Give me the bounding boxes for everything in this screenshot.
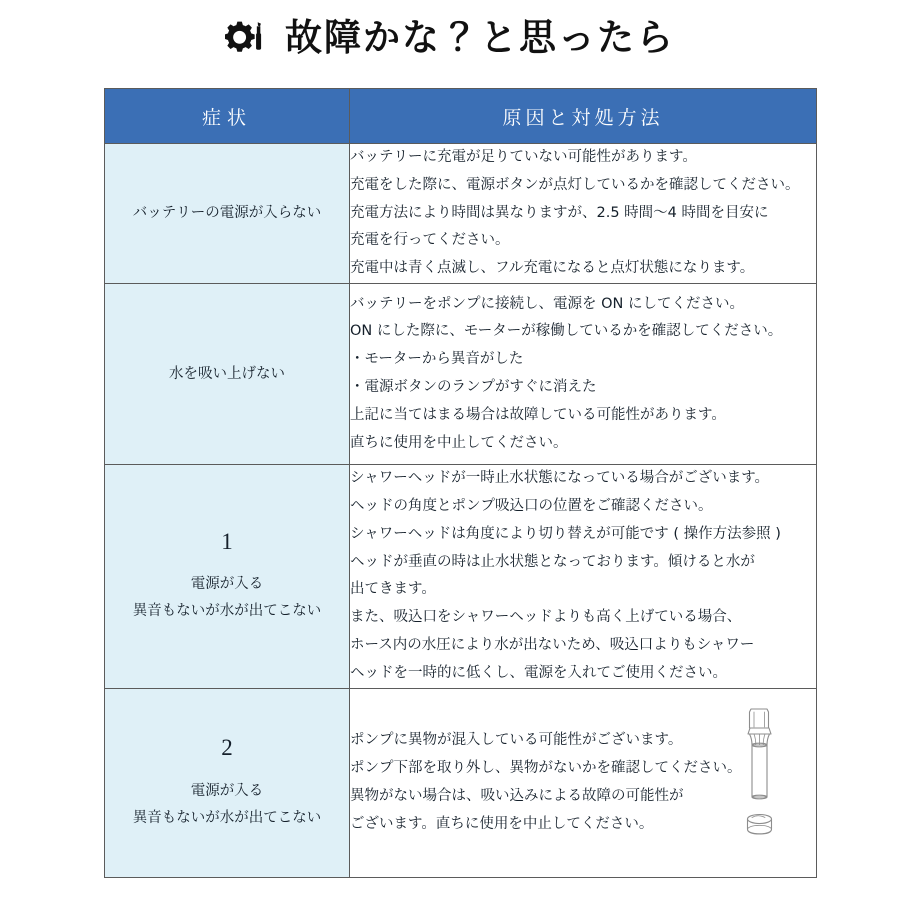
cause-text-line: バッテリーをポンプに接続し、電源を ON にしてください。	[350, 295, 744, 312]
cause-text-line: バッテリーに充電が足りていない可能性があります。	[350, 149, 697, 165]
cause-cell	[350, 465, 817, 689]
symptom-cell	[105, 284, 350, 465]
cause-text-line: シャワーヘッドは角度により切り替えが可能です ( 操作方法参照 )	[350, 525, 781, 542]
cause-text-block	[350, 291, 816, 458]
cause-text-line: ホース内の水圧により水が出ないため、吸込口よりもシャワー	[350, 637, 755, 654]
cause-text-line: 充電方法により時間は異なりますが、2.5 時間〜4 時間を目安に	[350, 204, 769, 221]
cause-cell	[350, 284, 817, 465]
cause-text-line: また、吸込口をシャワーヘッドよりも高く上げている場合、	[350, 609, 742, 626]
symptom-cell	[105, 465, 350, 689]
symptom-text-line: バッテリーの電源が入らない	[132, 205, 322, 222]
cause-text-line: ポンプに異物が混入している可能性がございます。	[350, 732, 683, 749]
cause-text-line: シャワーヘッドが一時止水状態になっている場合がございます。	[350, 470, 770, 487]
cause-text-line: ございます。直ちに使用を中止してください。	[350, 815, 654, 832]
page-title	[0, 14, 900, 60]
cause-text-line: ON にした際に、モーターが稼働しているかを確認してください。	[350, 323, 783, 340]
cause-text-line: 充電を行ってください。	[350, 232, 510, 249]
gear-screwdriver-icon	[225, 16, 269, 60]
symptom-text-line: 水を吸い上げない	[169, 365, 285, 382]
cause-text-line: ヘッドが垂直の時は止水状態となっております。傾けると水が	[350, 553, 755, 570]
troubleshooting-table-container	[104, 88, 816, 878]
troubleshooting-table	[104, 88, 817, 878]
cause-text-line: 直ちに使用を中止してください。	[350, 434, 568, 451]
column-header-cause: 原因と対処方法	[350, 89, 817, 144]
cause-text-line: 充電をした際に、電源ボタンが点灯しているかを確認してください。	[350, 176, 800, 193]
symptom-number: 2	[221, 735, 233, 761]
table-row	[105, 688, 817, 877]
cause-text-block	[350, 144, 816, 283]
symptom-text-line: 電源が入る	[190, 576, 264, 593]
table-body	[105, 144, 817, 878]
cause-text-block	[350, 465, 816, 688]
table-row	[105, 284, 817, 465]
cause-cell	[350, 144, 817, 284]
table-header-row	[105, 89, 817, 144]
symptom-text-line: 異音もないが水が出てこない	[132, 809, 322, 826]
cause-text-line: 出てきます。	[350, 581, 436, 598]
symptom-number: 1	[221, 528, 233, 554]
cause-text-line: 充電中は青く点滅し、フル充電になると点灯状態になります。	[350, 260, 755, 277]
table-row	[105, 465, 817, 689]
cause-text-line: ポンプ下部を取り外し、異物がないかを確認してください。	[350, 759, 742, 776]
cause-text-block	[350, 727, 816, 838]
symptom-text-line: 異音もないが水が出てこない	[132, 603, 322, 620]
cause-text-line: 上記に当てはまる場合は故障している可能性があります。	[350, 406, 726, 423]
page-title-text: 故障かな？と思ったら	[285, 15, 675, 59]
column-header-symptom: 症状	[105, 89, 350, 144]
cause-cell	[350, 688, 817, 877]
table-row	[105, 144, 817, 284]
cause-text-line: ヘッドを一時的に低くし、電源を入れてご使用ください。	[350, 664, 727, 681]
cause-text-line: ヘッドの角度とポンプ吸込口の位置をご確認ください。	[350, 497, 713, 514]
cause-text-line: ・電源ボタンのランプがすぐに消えた	[350, 379, 597, 396]
cause-text-line: 異物がない場合は、吸い込みによる故障の可能性が	[350, 787, 684, 804]
symptom-cell	[105, 688, 350, 877]
table-header	[105, 89, 817, 144]
symptom-cell	[105, 144, 350, 284]
cause-text-line: ・モーターから異音がした	[350, 351, 524, 368]
symptom-text-line: 電源が入る	[190, 782, 264, 799]
